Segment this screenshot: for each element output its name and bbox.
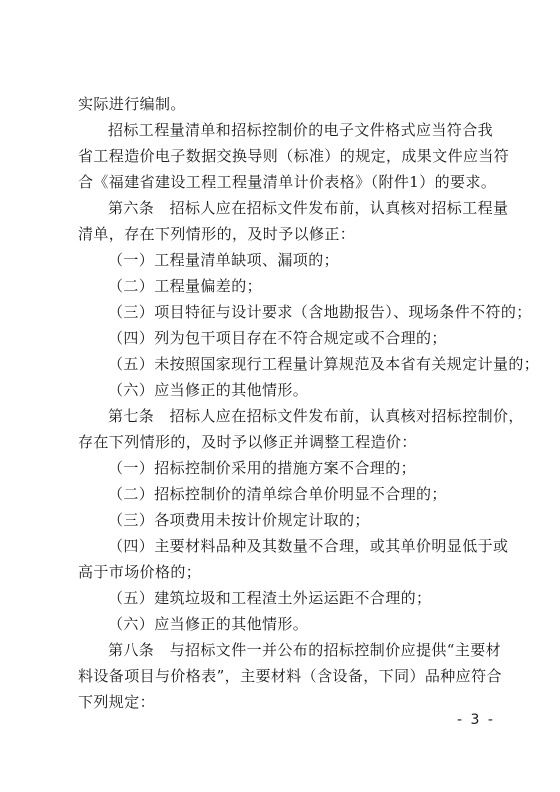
list-item: （一）招标控制价采用的措施方案不合理的；: [108, 459, 417, 477]
article-7-heading: 第七条 招标人应在招标文件发布前，认真核对招标控制价，: [108, 407, 524, 425]
text-line: 实际进行编制。: [78, 95, 186, 113]
text-line: 招标工程量清单和招标控制价的电子文件格式应当符合我: [108, 121, 494, 139]
list-item: （二）工程量偏差的；: [108, 277, 263, 295]
page-number: - 3 -: [457, 712, 495, 728]
list-item: （五）建筑垃圾和工程渣土外运运距不合理的；: [108, 589, 432, 607]
text-line: 高于市场价格的；: [78, 563, 202, 581]
text-line: 合《福建省建设工程工程量清单计价表格》（附件1）的要求。: [78, 173, 497, 191]
list-item: （一）工程量清单缺项、漏项的；: [108, 251, 340, 269]
text-line: 下列规定：: [78, 693, 156, 711]
text-line: 省工程造价电子数据交换导则（标准）的规定，成果文件应当符: [78, 147, 510, 165]
list-item: （四）主要材料品种及其数量不合理，或其单价明显低于或: [108, 537, 509, 555]
list-item: （六）应当修正的其他情形。: [108, 615, 309, 633]
text-line: 清单，存在下列情形的，及时予以修正：: [78, 225, 356, 243]
list-item: （六）应当修正的其他情形。: [108, 381, 309, 399]
list-item: （五）未按照国家现行工程量计算规范及本省有关规定计量的；: [108, 355, 540, 373]
text-line: 存在下列情形的，及时予以修正并调整工程造价：: [78, 433, 417, 451]
list-item: （二）招标控制价的清单综合单价明显不合理的；: [108, 485, 447, 503]
list-item: （三）项目特征与设计要求（含地勘报告）、现场条件不符的；: [108, 303, 532, 321]
text-line: 料设备项目与价格表”，主要材料（含设备，下同）品种应符合: [78, 667, 502, 685]
article-6-heading: 第六条 招标人应在招标文件发布前，认真核对招标工程量: [108, 199, 509, 217]
list-item: （四）列为包干项目存在不符合规定或不合理的；: [108, 329, 447, 347]
article-8-heading: 第八条 与招标文件一并公布的招标控制价应提供“主要材: [108, 641, 502, 659]
list-item: （三）各项费用未按计价规定计取的；: [108, 511, 370, 529]
